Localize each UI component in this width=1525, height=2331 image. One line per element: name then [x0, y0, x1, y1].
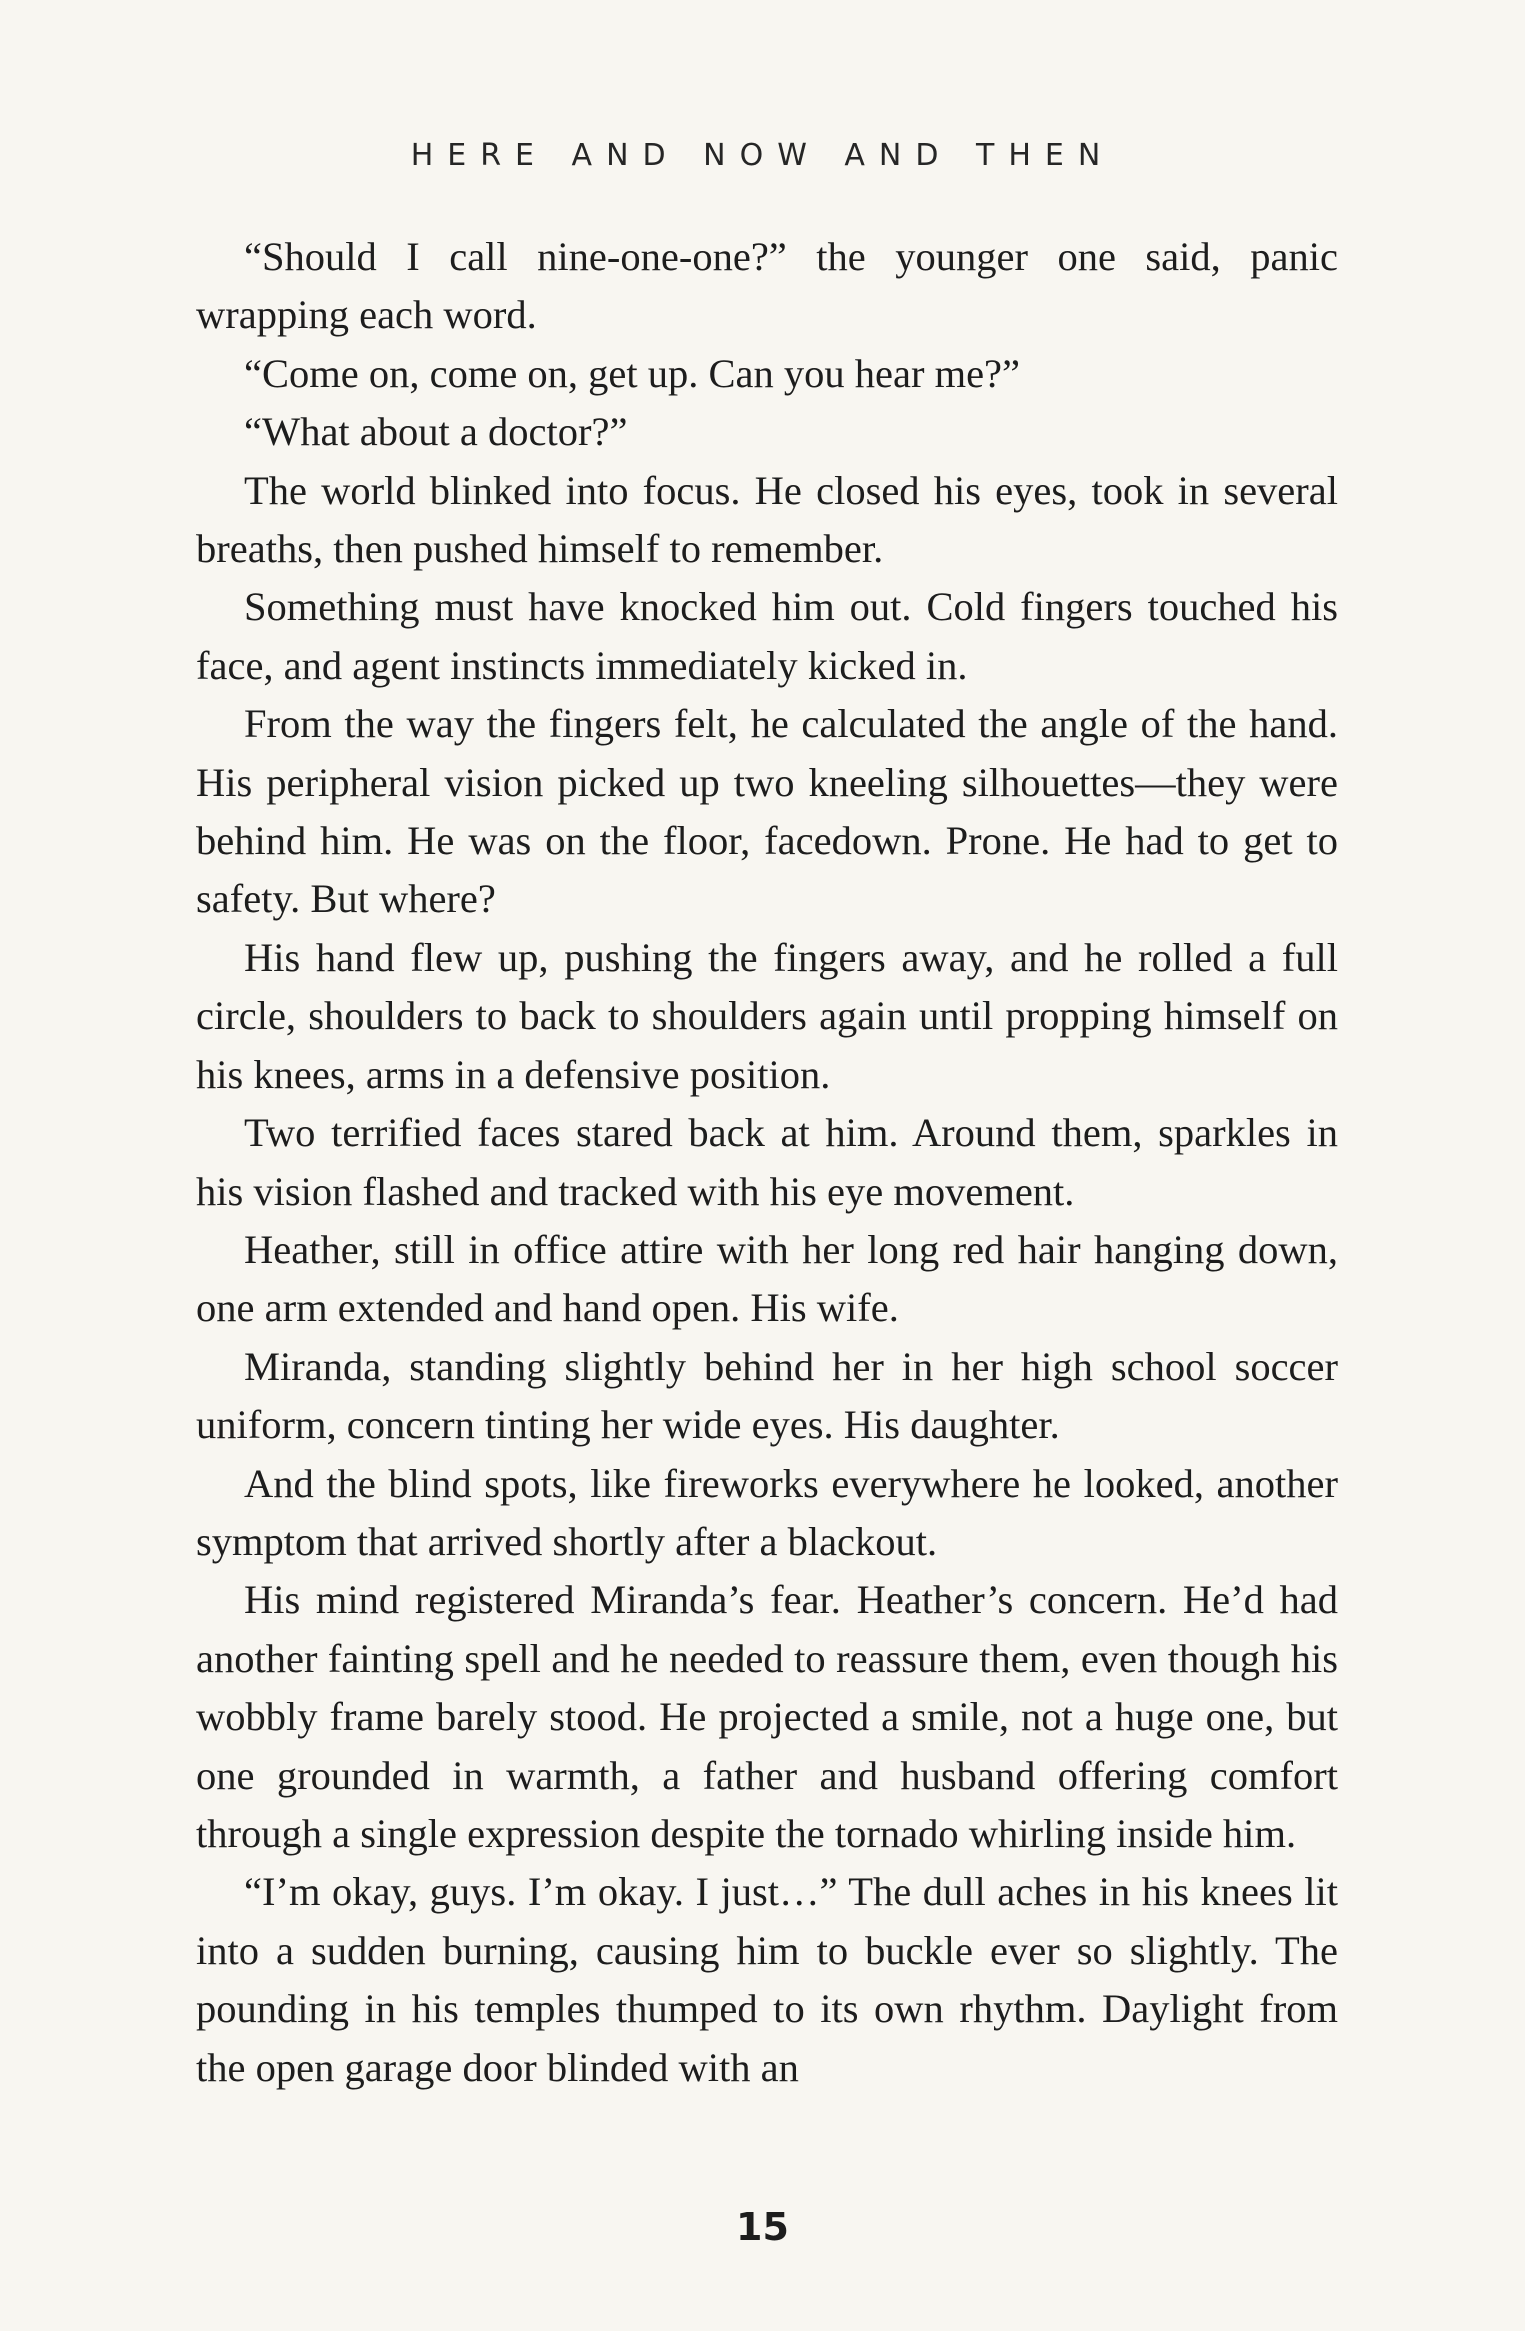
page-number: 15	[736, 2205, 789, 2249]
paragraph: His hand flew up, pushing the fingers away, and he rolled a full circle, shoulders to back to shoulders again until propping himself on his knees, arms in a defensive position.	[196, 934, 1338, 1097]
paragraph: Miranda, standing slightly behind her in her high school soccer uniform, concern tinting her wide eyes. His daughter.	[196, 1343, 1338, 1448]
paragraph: Heather, still in office attire with her long red hair hanging down, one arm extended and hand open. His wife.	[196, 1226, 1338, 1331]
paragraph: “What about a doctor?”	[244, 409, 628, 455]
paragraph: Something must have knocked him out. Cold fingers touched his face, and agent instincts immediately kicked in.	[196, 584, 1338, 688]
running-head: HERE AND NOW AND THEN	[410, 138, 1115, 173]
paragraph: “Should I call nine-one-one?” the younger one said, panic wrapping each word.	[196, 234, 1338, 338]
paragraph: “Come on, come on, get up. Can you hear me?”	[244, 350, 1021, 396]
paragraph: “I’m okay, guys. I’m okay. I just…” The dull aches in his knees lit into a sudden burning, causing him to buckle ever so slightly. The pounding in his temples thumped to its own rhythm. Daylight from the open garage door blinded with an	[196, 1869, 1338, 2090]
paragraph: Two terrified faces stared back at him. Around them, sparkles in his vision flashed and tracked with his eye movement.	[196, 1110, 1338, 1214]
paragraph: From the way the fingers felt, he calculated the angle of the hand. His peripheral vision picked up two kneeling silhouettes—they were behind him. He was on the floor, facedown. Prone. He had to get to safety. But where?	[196, 701, 1338, 922]
paragraph: His mind registered Miranda’s fear. Heather’s concern. He’d had another fainting spell and he needed to reassure them, even though his wobbly frame barely stood. He projected a smile, not a huge one, but one grounded in warmth, a father and husband offering comfort through a single expression despite the tornado whirling inside him.	[196, 1577, 1338, 1856]
paragraph: The world blinked into focus. He closed his eyes, took in several breaths, then pushed himself to remember.	[196, 467, 1338, 572]
body-text	[196, 228, 1338, 2097]
paragraph: And the blind spots, like fireworks everywhere he looked, another symptom that arrived shortly after a blackout.	[196, 1460, 1338, 1564]
